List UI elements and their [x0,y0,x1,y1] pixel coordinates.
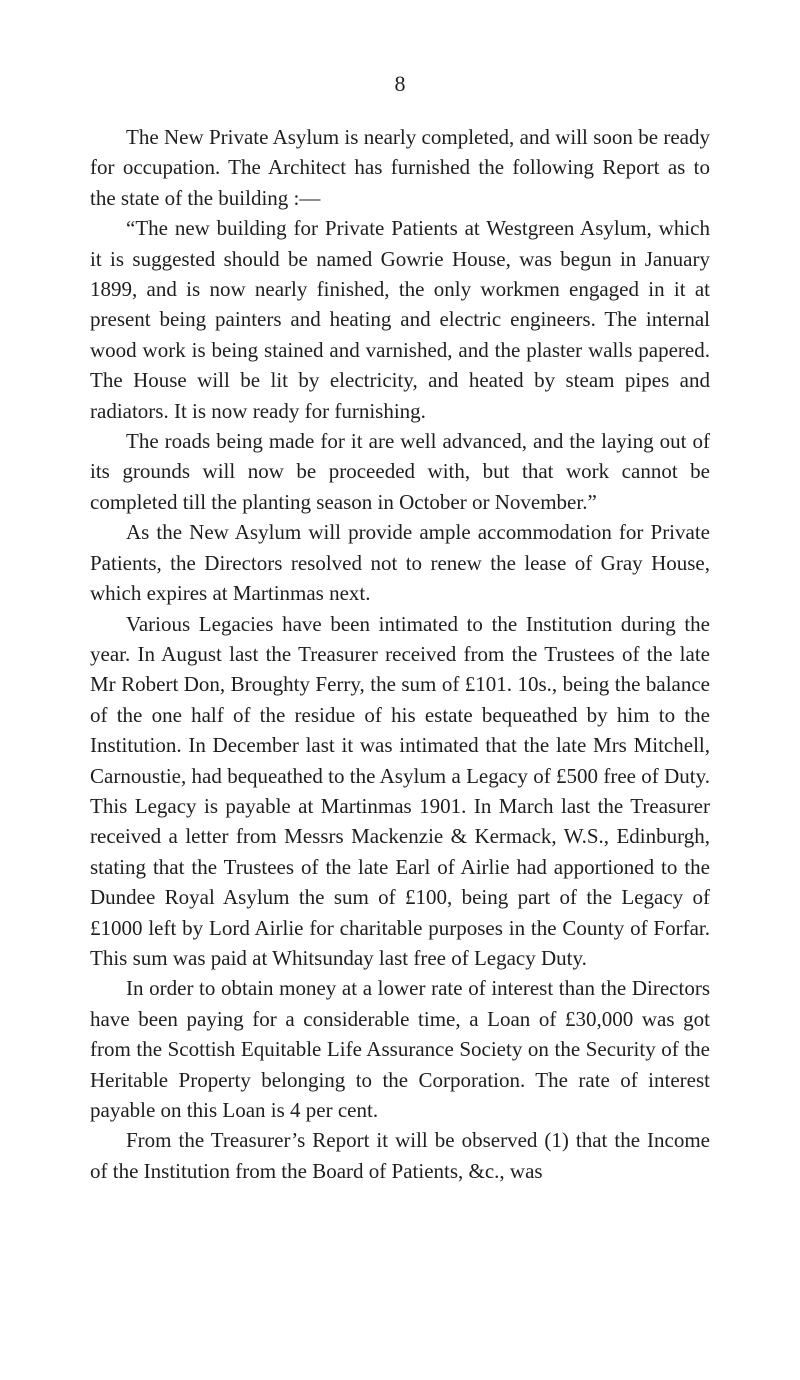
body-text [90,122,710,1186]
paragraph-gray-house-lease: As the New Asylum will provide ample accommodation for Private Patients, the Directors resolved not to renew the lease of Gray House, which expires at Martinmas next. [90,520,710,606]
paragraph-legacies: Various Legacies have been intimated to the Institution during the year. In August last the Treasurer received from the Trustees of the late Mr Robert Don, Broughty Ferry, the sum of £101. 10s., being the balance of the one half of the residue of his estate bequeathed by him to the Institution. In December last it was intimated that the late Mrs Mitchell, Carnoustie, had bequeathed to the Asylum a Legacy of £500 free of Duty. This Legacy is payable at Martinmas 1901. In March last the Treasurer received a letter from Messrs Mackenzie & Kermack, W.S., Edinburgh, stating that the Trustees of the late Earl of Airlie had apportioned to the Dundee Royal Asylum the sum of £100, being part of the Legacy of £1000 left by Lord Airlie for charitable purposes in the County of Forfar. This sum was paid at Whitsunday last free of Legacy Duty. [90,611,710,970]
paragraph-new-asylum: The New Private Asylum is nearly completed, and will soon be ready for occupation. The Architect has furnished the following Report as to the state of the building :— [90,125,710,210]
page-number: 8 [394,71,406,96]
paragraph-architect-report: “The new building for Private Patients at Westgreen Asylum, which it is suggested should be named Gowrie House, was begun in January 1899, and is now nearly finished, the only workmen engaged in it at present being painters and heating and electric engineers. The internal wood work is being stained and varnished, and the plaster walls papered. The House will be lit by electricity, and heated by steam pipes and radiators. It is now ready for furnishing. [90,216,710,423]
paragraph-treasurer-report: From the Treasurer’s Report it will be observed (1) that the Income of the Institution from the Board of Patients, &c., was [90,1128,710,1183]
paragraph-roads-grounds: The roads being made for it are well advanced, and the laying out of its grounds will now be proceeded with, but that work cannot be completed till the planting season in October or November.” [90,429,710,514]
paragraph-loan: In order to obtain money at a lower rate of interest than the Directors have been paying for a considerable time, a Loan of £30,000 was got from the Scottish Equitable Life Assurance Society on the Security of the Heritable Property belonging to the Corporation. The rate of interest payable on this Loan is 4 per cent. [90,976,710,1122]
